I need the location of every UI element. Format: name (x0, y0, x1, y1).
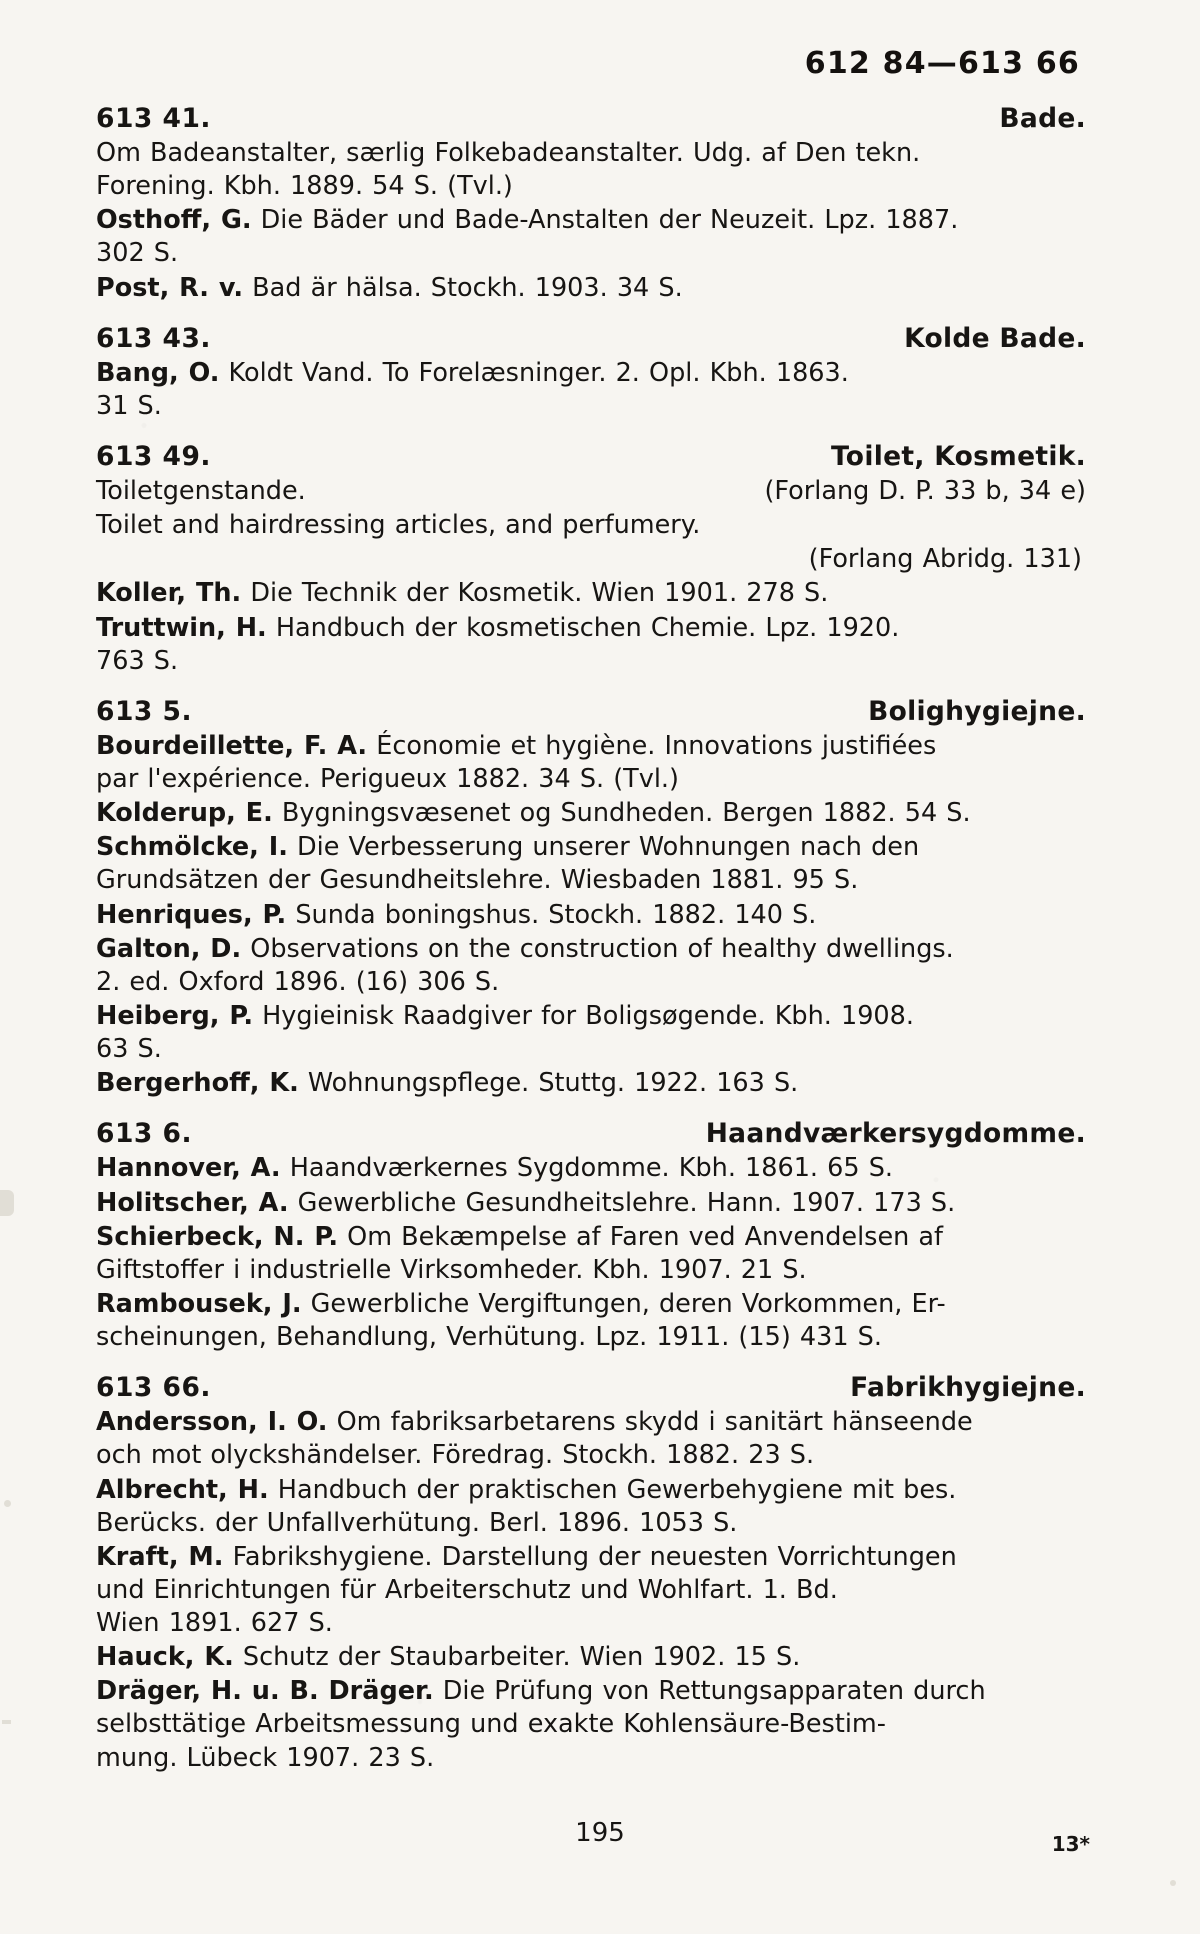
entry-author: Henriques, P. (96, 899, 287, 930)
entry-text: Om Badeanstalter, særlig Folkebadeanstalter. Udg. af Den tekn. (96, 138, 921, 168)
bibliography-entry (96, 933, 1086, 999)
entry-line (96, 899, 1086, 932)
entry-line (96, 475, 1086, 508)
entry-text: Grundsätzen der Gesundheitslehre. Wiesbaden 1881. 95 S. (96, 865, 859, 896)
section-class-number: 613 6. (96, 1118, 193, 1150)
entry-text: Die Prüfung von Rettungsapparaten durch (442, 1676, 986, 1707)
entry-line (96, 1574, 1086, 1607)
entry-text: Om Bekæmpelse af Faren ved Anvendelsen af (347, 1221, 944, 1252)
entry-author: Koller, Th. (96, 578, 242, 609)
entry-author: Kraft, M. (96, 1541, 224, 1572)
entry-text: Gewerbliche Gesundheitslehre. Hann. 1907. 173 S. (297, 1187, 956, 1218)
entry-text: 763 S. (96, 645, 179, 676)
entry-author: Bergerhoff, K. (96, 1068, 299, 1099)
page-content (96, 46, 1086, 1776)
entry-text: 2. ed. Oxford 1896. (16) 306 S. (96, 966, 500, 997)
entry-line (96, 1221, 1086, 1254)
entry-line (96, 1254, 1086, 1287)
entry-line (96, 1152, 1086, 1185)
entry-line (96, 1541, 1086, 1574)
entry-text: Die Technik der Kosmetik. Wien 1901. 278 S. (250, 578, 829, 609)
entry-line (96, 1607, 1086, 1640)
entry-author: Hannover, A. (96, 1153, 281, 1184)
bibliography-entry (96, 612, 1086, 678)
entry-line (96, 1000, 1086, 1033)
entry-author: Andersson, I. O. (96, 1407, 328, 1438)
section-heading (96, 441, 1086, 472)
entry-text: Toiletgenstande. (96, 475, 306, 506)
entry-text: Die Bäder und Bade-Anstalten der Neuzeit. Lpz. 1887. (260, 205, 959, 236)
entry-line (96, 831, 1086, 864)
bibliography-entry (96, 1152, 1086, 1185)
entry-text: Om fabriksarbetarens skydd i sanitärt hänseende (336, 1407, 973, 1438)
entry-line (96, 204, 1086, 237)
entry-line (96, 763, 1086, 796)
section-class-number: 613 5. (96, 695, 193, 727)
entry-line (96, 1641, 1086, 1674)
entry-text: Berücks. der Unfallverhütung. Berl. 1896. 1053 S. (96, 1507, 738, 1538)
entry-author: Osthoff, G. (96, 205, 252, 236)
entry-line (96, 730, 1086, 763)
entry-author: Bang, O. (96, 357, 220, 388)
entry-text: Forening. Kbh. 1889. 54 S. (Tvl.) (96, 171, 513, 202)
entry-text: selbsttätige Arbeitsmessung und exakte Kohlensäure-Bestim- (96, 1709, 886, 1740)
entry-text: 302 S. (96, 238, 179, 269)
section-heading (96, 1118, 1086, 1149)
page-edge-mark (4, 1500, 11, 1507)
entry-line (96, 1033, 1086, 1066)
entry-text: och mot olyckshändelser. Föredrag. Stockh. 1882. 23 S. (96, 1440, 815, 1471)
bibliography-entry (96, 1474, 1086, 1540)
bibliography-entry (96, 1288, 1086, 1354)
entry-line (96, 1067, 1086, 1100)
bibliography-entry (96, 1675, 1086, 1774)
section-class-number: 613 43. (96, 322, 211, 354)
entry-line (96, 612, 1086, 645)
entry-line (96, 966, 1086, 999)
bibliography-entry (96, 272, 1086, 305)
entry-author: Hauck, K. (96, 1642, 234, 1673)
entry-author: Rambousek, J. (96, 1288, 302, 1319)
entry-author: Post, R. v. (96, 272, 244, 303)
section-class-number: 613 41. (96, 103, 211, 134)
entry-note: (Forlang D. P. 33 b, 34 e) (764, 475, 1086, 506)
entry-author: Bourdeillette, F. A. (96, 730, 368, 761)
entry-text: 63 S. (96, 1034, 162, 1065)
section-heading (96, 103, 1086, 134)
entry-line (96, 1406, 1086, 1439)
entry-line (96, 272, 1086, 305)
entry-line (96, 237, 1086, 270)
entry-author: Schierbeck, N. P. (96, 1221, 339, 1252)
bibliography-entry (96, 1221, 1086, 1287)
entry-text: Wien 1891. 627 S. (96, 1608, 333, 1639)
bibliography-entry (96, 1187, 1086, 1220)
section-title: Kolde Bade. (904, 322, 1086, 354)
entry-text: Hygieinisk Raadgiver for Boligsøgende. Kbh. 1908. (262, 1000, 914, 1031)
entry-text: Sunda boningshus. Stockh. 1882. 140 S. (295, 899, 817, 930)
entry-text: Économie et hygiène. Innovations justifiées (376, 730, 937, 761)
entry-author: Dräger, H. u. B. Dräger. (96, 1676, 434, 1707)
entry-line (96, 170, 1086, 203)
section-title: Bolighygiejne. (868, 695, 1086, 727)
entry-line (96, 577, 1086, 610)
entry-text: Toilet and hairdressing articles, and perfumery. (96, 510, 701, 541)
bibliography-entry (96, 475, 1086, 508)
page-edge-mark (0, 1190, 14, 1216)
bibliography-entry (96, 831, 1086, 897)
section-title: Fabrikhygiejne. (850, 1372, 1086, 1404)
entry-line (96, 357, 1086, 390)
entry-author: Albrecht, H. (96, 1474, 269, 1505)
entry-author: Truttwin, H. (96, 612, 267, 643)
entry-text: mung. Lübeck 1907. 23 S. (96, 1742, 435, 1773)
section-heading (96, 696, 1086, 727)
entry-author: Holitscher, A. (96, 1187, 289, 1218)
bibliography-entry (96, 1000, 1086, 1066)
section-title: Bade. (999, 103, 1086, 134)
entry-line (96, 933, 1086, 966)
entry-text: Fabrikshygiene. Darstellung der neuesten Vorrichtungen (232, 1541, 957, 1572)
entry-author: Heiberg, P. (96, 1000, 254, 1031)
bibliography-entry (96, 1641, 1086, 1674)
entry-line (96, 1675, 1086, 1708)
entry-line (96, 1708, 1086, 1741)
entry-text: und Einrichtungen für Arbeiterschutz und Wohlfart. 1. Bd. (96, 1574, 838, 1605)
entry-line (96, 864, 1086, 897)
section-title: Toilet, Kosmetik. (830, 440, 1086, 472)
entry-text: Bad är hälsa. Stockh. 1903. 34 S. (252, 272, 683, 303)
bibliography-entry (96, 1067, 1086, 1100)
entry-line (96, 509, 1086, 542)
bibliography-entry (96, 357, 1086, 423)
entry-line (96, 1321, 1086, 1354)
entry-line (96, 137, 1086, 170)
entry-line (96, 390, 1086, 423)
entry-author: Schmölcke, I. (96, 832, 288, 863)
entry-text: Schutz der Staubarbeiter. Wien 1902. 15 S. (242, 1642, 801, 1673)
bibliography-entry (96, 899, 1086, 932)
bibliography-entry (96, 204, 1086, 270)
bibliography-entry (96, 797, 1086, 830)
entry-line (96, 797, 1086, 830)
entry-text: 31 S. (96, 390, 162, 421)
entry-text: Bygningsvæsenet og Sundheden. Bergen 1882. 54 S. (281, 798, 971, 829)
entry-text: Observations on the construction of healthy dwellings. (250, 933, 954, 964)
section-title: Haandværkersygdomme. (705, 1118, 1086, 1150)
bibliography-entry (96, 137, 1086, 203)
entry-text: Handbuch der kosmetischen Chemie. Lpz. 1920. (275, 612, 900, 643)
bibliography-entry (96, 577, 1086, 610)
bibliography-entry (96, 543, 1086, 576)
bibliography-entry (96, 1541, 1086, 1640)
entry-line (96, 1474, 1086, 1507)
entry-text: Giftstoffer i industrielle Virksomheder. Kbh. 1907. 21 S. (96, 1254, 807, 1285)
entry-text: Handbuch der praktischen Gewerbehygiene mit bes. (277, 1474, 957, 1505)
entry-text: scheinungen, Behandlung, Verhütung. Lpz. 1911. (15) 431 S. (96, 1322, 882, 1353)
page-edge-mark (2, 1720, 11, 1724)
entry-author: Galton, D. (96, 933, 242, 964)
entry-text: par l'expérience. Perigueux 1882. 34 S. (Tvl.) (96, 763, 679, 794)
section-heading (96, 323, 1086, 354)
running-head: 612 84—613 66 (804, 46, 1080, 81)
page-number: 195 (575, 1818, 625, 1848)
entry-line (96, 1187, 1086, 1220)
entry-text: Die Verbesserung unserer Wohnungen nach den (297, 832, 920, 863)
section-class-number: 613 66. (96, 1372, 211, 1404)
entry-line (96, 1507, 1086, 1540)
entry-author: Kolderup, E. (96, 798, 273, 829)
entry-note: (Forlang Abridg. 131) (808, 544, 1082, 575)
section-heading (96, 1372, 1086, 1403)
bibliography-entry (96, 730, 1086, 796)
signature-mark: 13* (1051, 1832, 1090, 1856)
entry-text: Wohnungspflege. Stuttg. 1922. 163 S. (307, 1068, 799, 1099)
bibliography-entry (96, 1406, 1086, 1472)
entry-line (96, 1439, 1086, 1472)
entry-text: Haandværkernes Sygdomme. Kbh. 1861. 65 S. (289, 1153, 893, 1184)
entry-text: Koldt Vand. To Forelæsninger. 2. Opl. Kbh. 1863. (228, 357, 849, 388)
entry-line (96, 645, 1086, 678)
entry-line (96, 1288, 1086, 1321)
bibliography-entry (96, 509, 1086, 542)
section-class-number: 613 49. (96, 440, 211, 472)
bibliography-body (96, 103, 1086, 1775)
entry-text: Gewerbliche Vergiftungen, deren Vorkommen, Er- (310, 1288, 946, 1319)
entry-line (96, 1742, 1086, 1775)
page-edge-mark (1170, 1880, 1176, 1886)
